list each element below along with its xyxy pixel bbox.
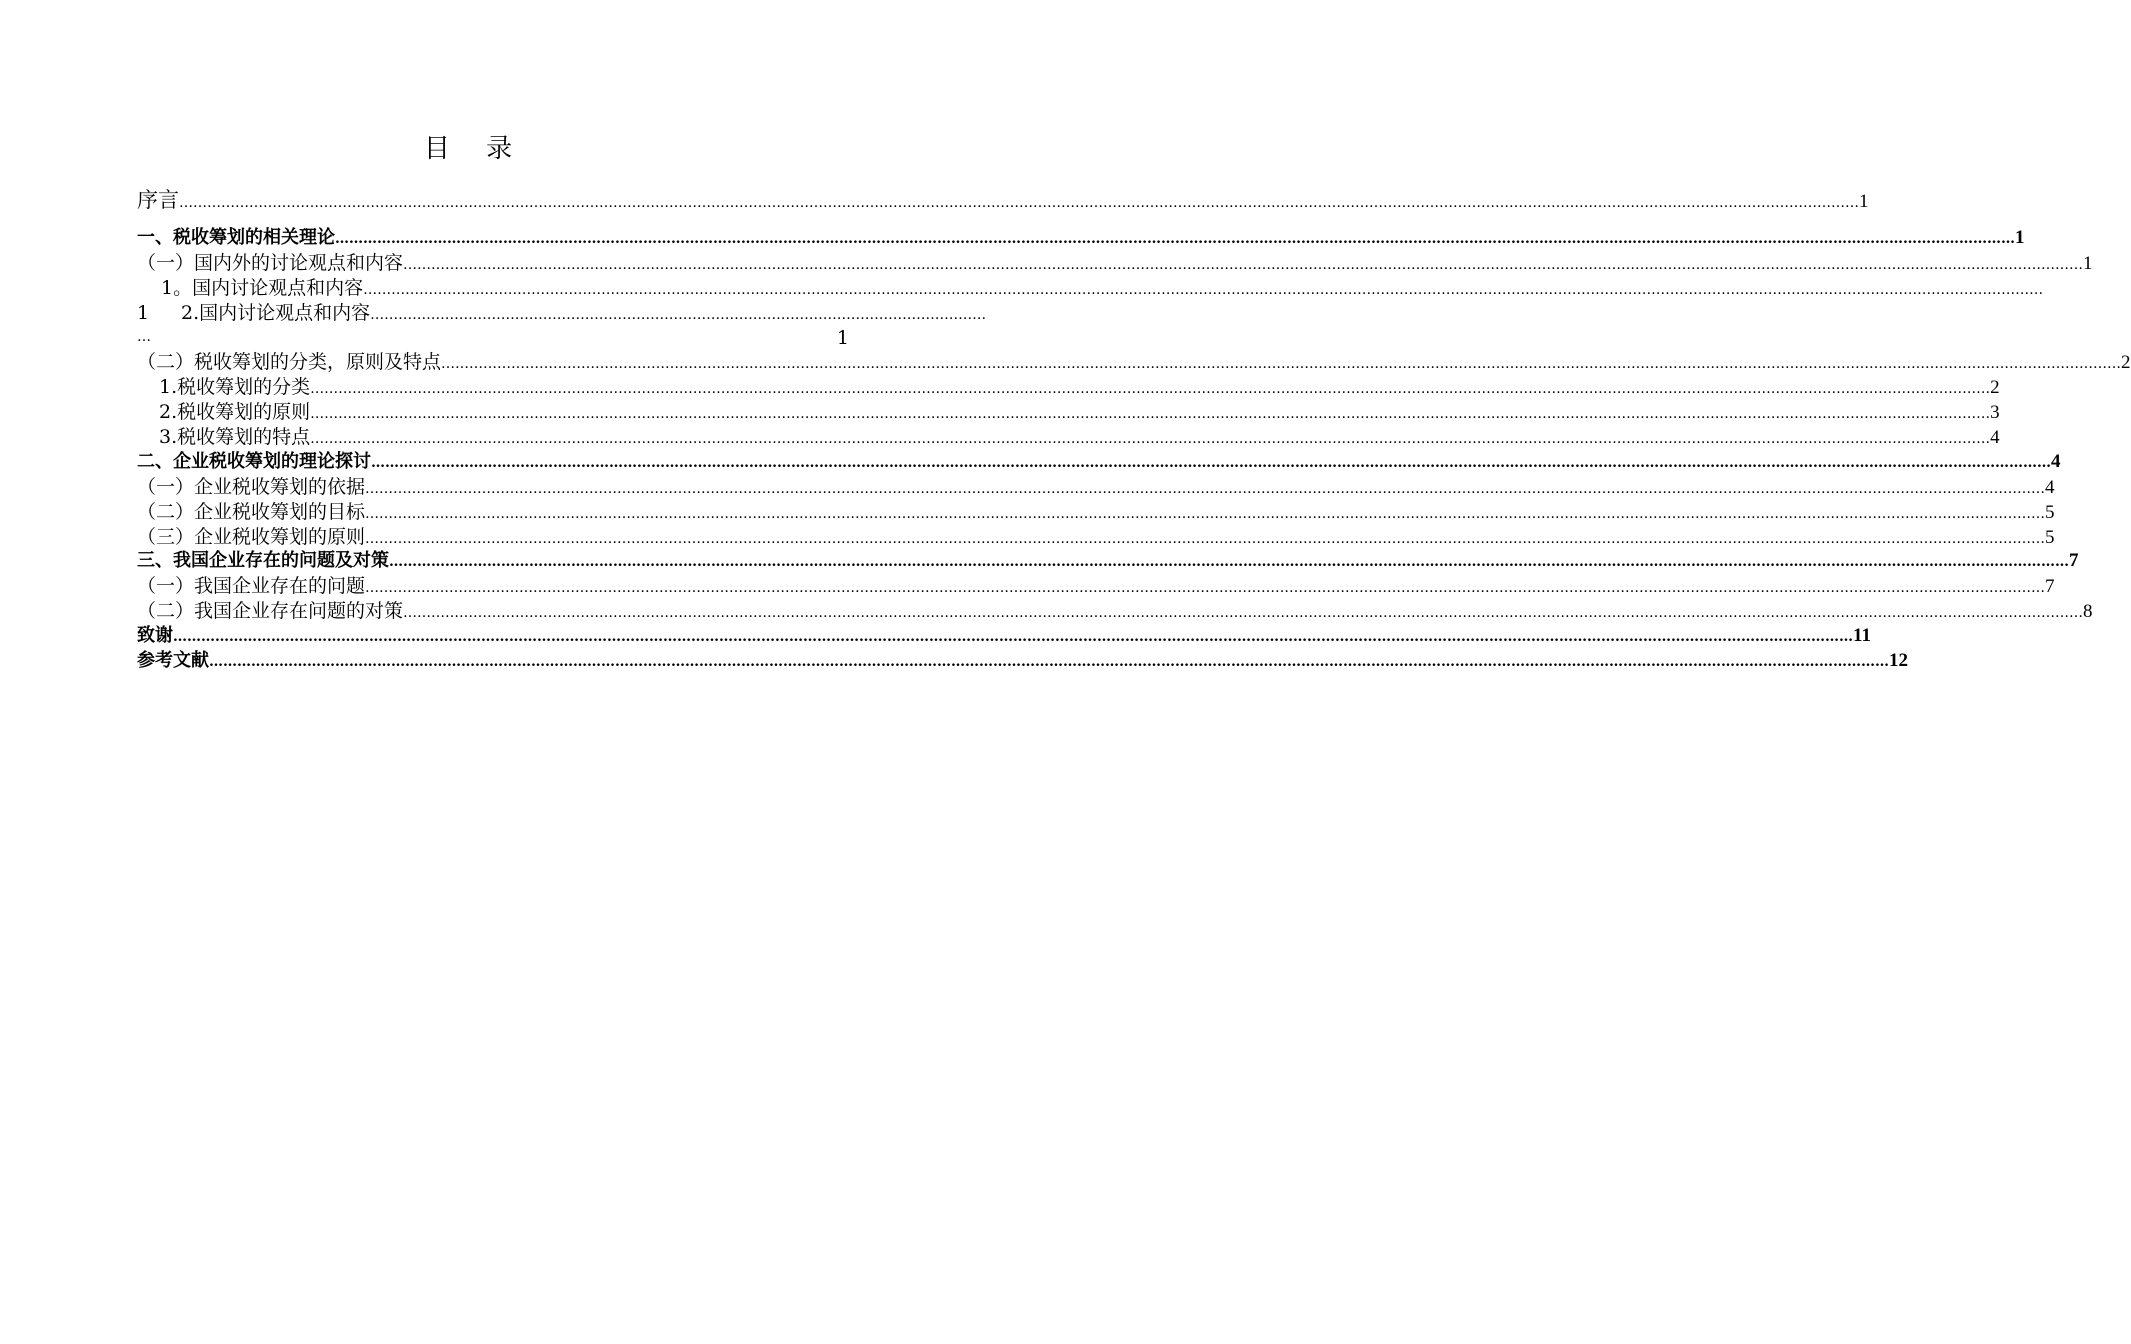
toc-entry[interactable] — [137, 525, 2055, 551]
toc-leader-dots: ……………………………………………………………………………………………………………………………………………………………………………………………………………………………………………………………………………………………………………………………… — [365, 506, 2046, 522]
toc-entry-label: （一）国内外的讨论观点和内容 — [137, 252, 404, 274]
toc-entry[interactable] — [137, 450, 2061, 475]
toc-entry-page-number: 7 — [2069, 550, 2079, 571]
toc-leader-dots: ……………………………………………………………………………………………………………………………………………………………………………………………………………………………………………………………………………………………………………………………… — [173, 629, 1853, 645]
toc-entry-label: 一、税收筹划的相关理论 — [137, 227, 335, 248]
toc-entry-label: 1.税收筹划的分类 — [159, 376, 311, 398]
toc-entry-page-number: 4 — [1990, 427, 2000, 448]
toc-entry[interactable] — [137, 574, 2055, 600]
toc-entry[interactable] — [137, 475, 2055, 501]
toc-entry-page-number: 7 — [2045, 576, 2055, 597]
toc-wrapped-continuation: … — [137, 329, 151, 345]
toc-entry[interactable] — [137, 251, 2093, 277]
toc-entry-page-number: 2 — [1990, 377, 2000, 398]
toc-entry-label: 参考文献 — [137, 650, 209, 671]
toc-title: 目 录 — [423, 134, 527, 164]
toc-entry[interactable] — [137, 624, 1871, 649]
toc-entry[interactable] — [161, 276, 2044, 302]
toc-leader-dots: ……………………………………………………………………………………………………………………………………………………………………………………………………………………………………………………………………………………………………………………………… — [209, 654, 1889, 670]
toc-entry[interactable] — [137, 500, 2055, 526]
toc-entry[interactable] — [137, 226, 2025, 251]
toc-leader-dots: ……………………………………………………………………………………………………………………………………………………………………………………………………………………………………………………………………………………………………………………………… — [310, 406, 1991, 422]
toc-entry-page-number: 11 — [1853, 625, 1871, 646]
toc-entry[interactable] — [137, 649, 1908, 674]
toc-entry-page-number: 12 — [1889, 650, 1908, 671]
toc-entry-label: 二、企业税收筹划的理论探讨 — [137, 451, 371, 472]
toc-leader-dots: ……………………………………………………………………………………………………………………………………………………………………………………………………………………………………………………………………………………………………………………………… — [403, 257, 2084, 273]
toc-entry-label: 2.税收筹划的原则 — [159, 401, 311, 423]
toc-entry-label: （二）我国企业存在问题的对策 — [137, 600, 404, 622]
toc-entry-label: （一）我国企业存在的问题 — [137, 575, 366, 597]
toc-entry[interactable] — [159, 400, 2000, 426]
toc-entry-label: （二）税收筹划的分类，原则及特点 — [137, 351, 442, 373]
toc-entry-label: 1。国内讨论观点和内容 — [161, 277, 364, 299]
toc-leader-dots: ……………………………………………………………………………………………………………………………………………………………………………………………………………………………………………………………………………………………………………………………… — [310, 381, 1991, 397]
toc-leader-dots: ……………………………………………………………………………………………………………………………………………………………………………………………………………………………………………………………………………………………………………………………… — [179, 195, 1859, 211]
toc-entry-label: 三、我国企业存在的问题及对策 — [137, 550, 389, 571]
toc-leader-dots: ……………………………………………………………………………………………………………………………………………………………………………………………………………………………………………………………………………………………………………………………… — [365, 531, 2046, 547]
toc-entry-label: （一）企业税收筹划的依据 — [137, 476, 366, 498]
toc-leader-dots: ……………………………………………………………………………………………………………………………………………………………………………………………………………………………………………………………………………………………………………………………… — [403, 605, 2084, 621]
toc-entry[interactable] — [159, 375, 2000, 401]
toc-wrapped-prefix-page: 1 — [137, 302, 150, 324]
toc-entry[interactable] — [159, 425, 2000, 451]
toc-entry-page-number: 4 — [2051, 451, 2061, 472]
toc-entry-wrapped[interactable] — [181, 301, 987, 327]
toc-leader-dots: ……………………………………………………………………………………………………………………………………………………………………………………………………………………………………………………………………………………………………………………………… — [441, 356, 2122, 372]
toc-entry-page-number: 1 — [1859, 191, 1869, 212]
toc-entry[interactable] — [137, 188, 1869, 215]
toc-leader-dots: ……………………………………………………………………………………………………………………………………………………………………………………………………………………………………………………………………………………………………………………………… — [365, 580, 2046, 596]
toc-entry[interactable] — [137, 549, 2079, 574]
toc-leader-dots: …………………………………………………………………………………………………………………… — [370, 307, 987, 323]
toc-entry[interactable] — [137, 350, 2131, 376]
toc-entry-label: 致谢 — [137, 625, 173, 646]
toc-leader-dots: ……………………………………………………………………………………………………………………………………………………………………………………………………………………………………………………………………………………………………………………………… — [335, 231, 2015, 247]
toc-entry-label: 3.税收筹划的特点 — [159, 426, 311, 448]
toc-entry-page-number: 3 — [1990, 402, 2000, 423]
toc-leader-dots: ……………………………………………………………………………………………………………………………………………………………………………………………………………………………………………………………………………………………………………………………… — [363, 282, 2044, 298]
toc-entry-label: 序言 — [137, 188, 179, 212]
toc-entry-page-number: 1 — [2083, 253, 2093, 274]
toc-entry-label: （三）企业税收筹划的原则 — [137, 526, 366, 548]
toc-wrapped-page-number: 1 — [836, 327, 849, 349]
toc-entry-page-number: 2 — [2121, 352, 2131, 373]
toc-entry-label: （二）企业税收筹划的目标 — [137, 501, 366, 523]
toc-leader-dots: ……………………………………………………………………………………………………………………………………………………………………………………………………………………………………………………………………………………………………………………………… — [310, 431, 1991, 447]
toc-entry-label: 2.国内讨论观点和内容 — [181, 302, 371, 324]
toc-entry-page-number: 8 — [2083, 601, 2093, 622]
toc-entry-page-number: 5 — [2045, 527, 2055, 548]
toc-entry-page-number: 5 — [2045, 502, 2055, 523]
toc-leader-dots: ……………………………………………………………………………………………………………………………………………………………………………………………………………………………………………………………………………………………………………………………… — [389, 554, 2069, 570]
toc-entry[interactable] — [137, 599, 2093, 625]
toc-leader-dots: ……………………………………………………………………………………………………………………………………………………………………………………………………………………………………………………………………………………………………………………………… — [365, 481, 2046, 497]
toc-entry-page-number: 4 — [2045, 477, 2055, 498]
toc-leader-dots: ……………………………………………………………………………………………………………………………………………………………………………………………………………………………………………………………………………………………………………………………… — [371, 455, 2051, 471]
toc-entry-page-number: 1 — [2015, 227, 2025, 248]
